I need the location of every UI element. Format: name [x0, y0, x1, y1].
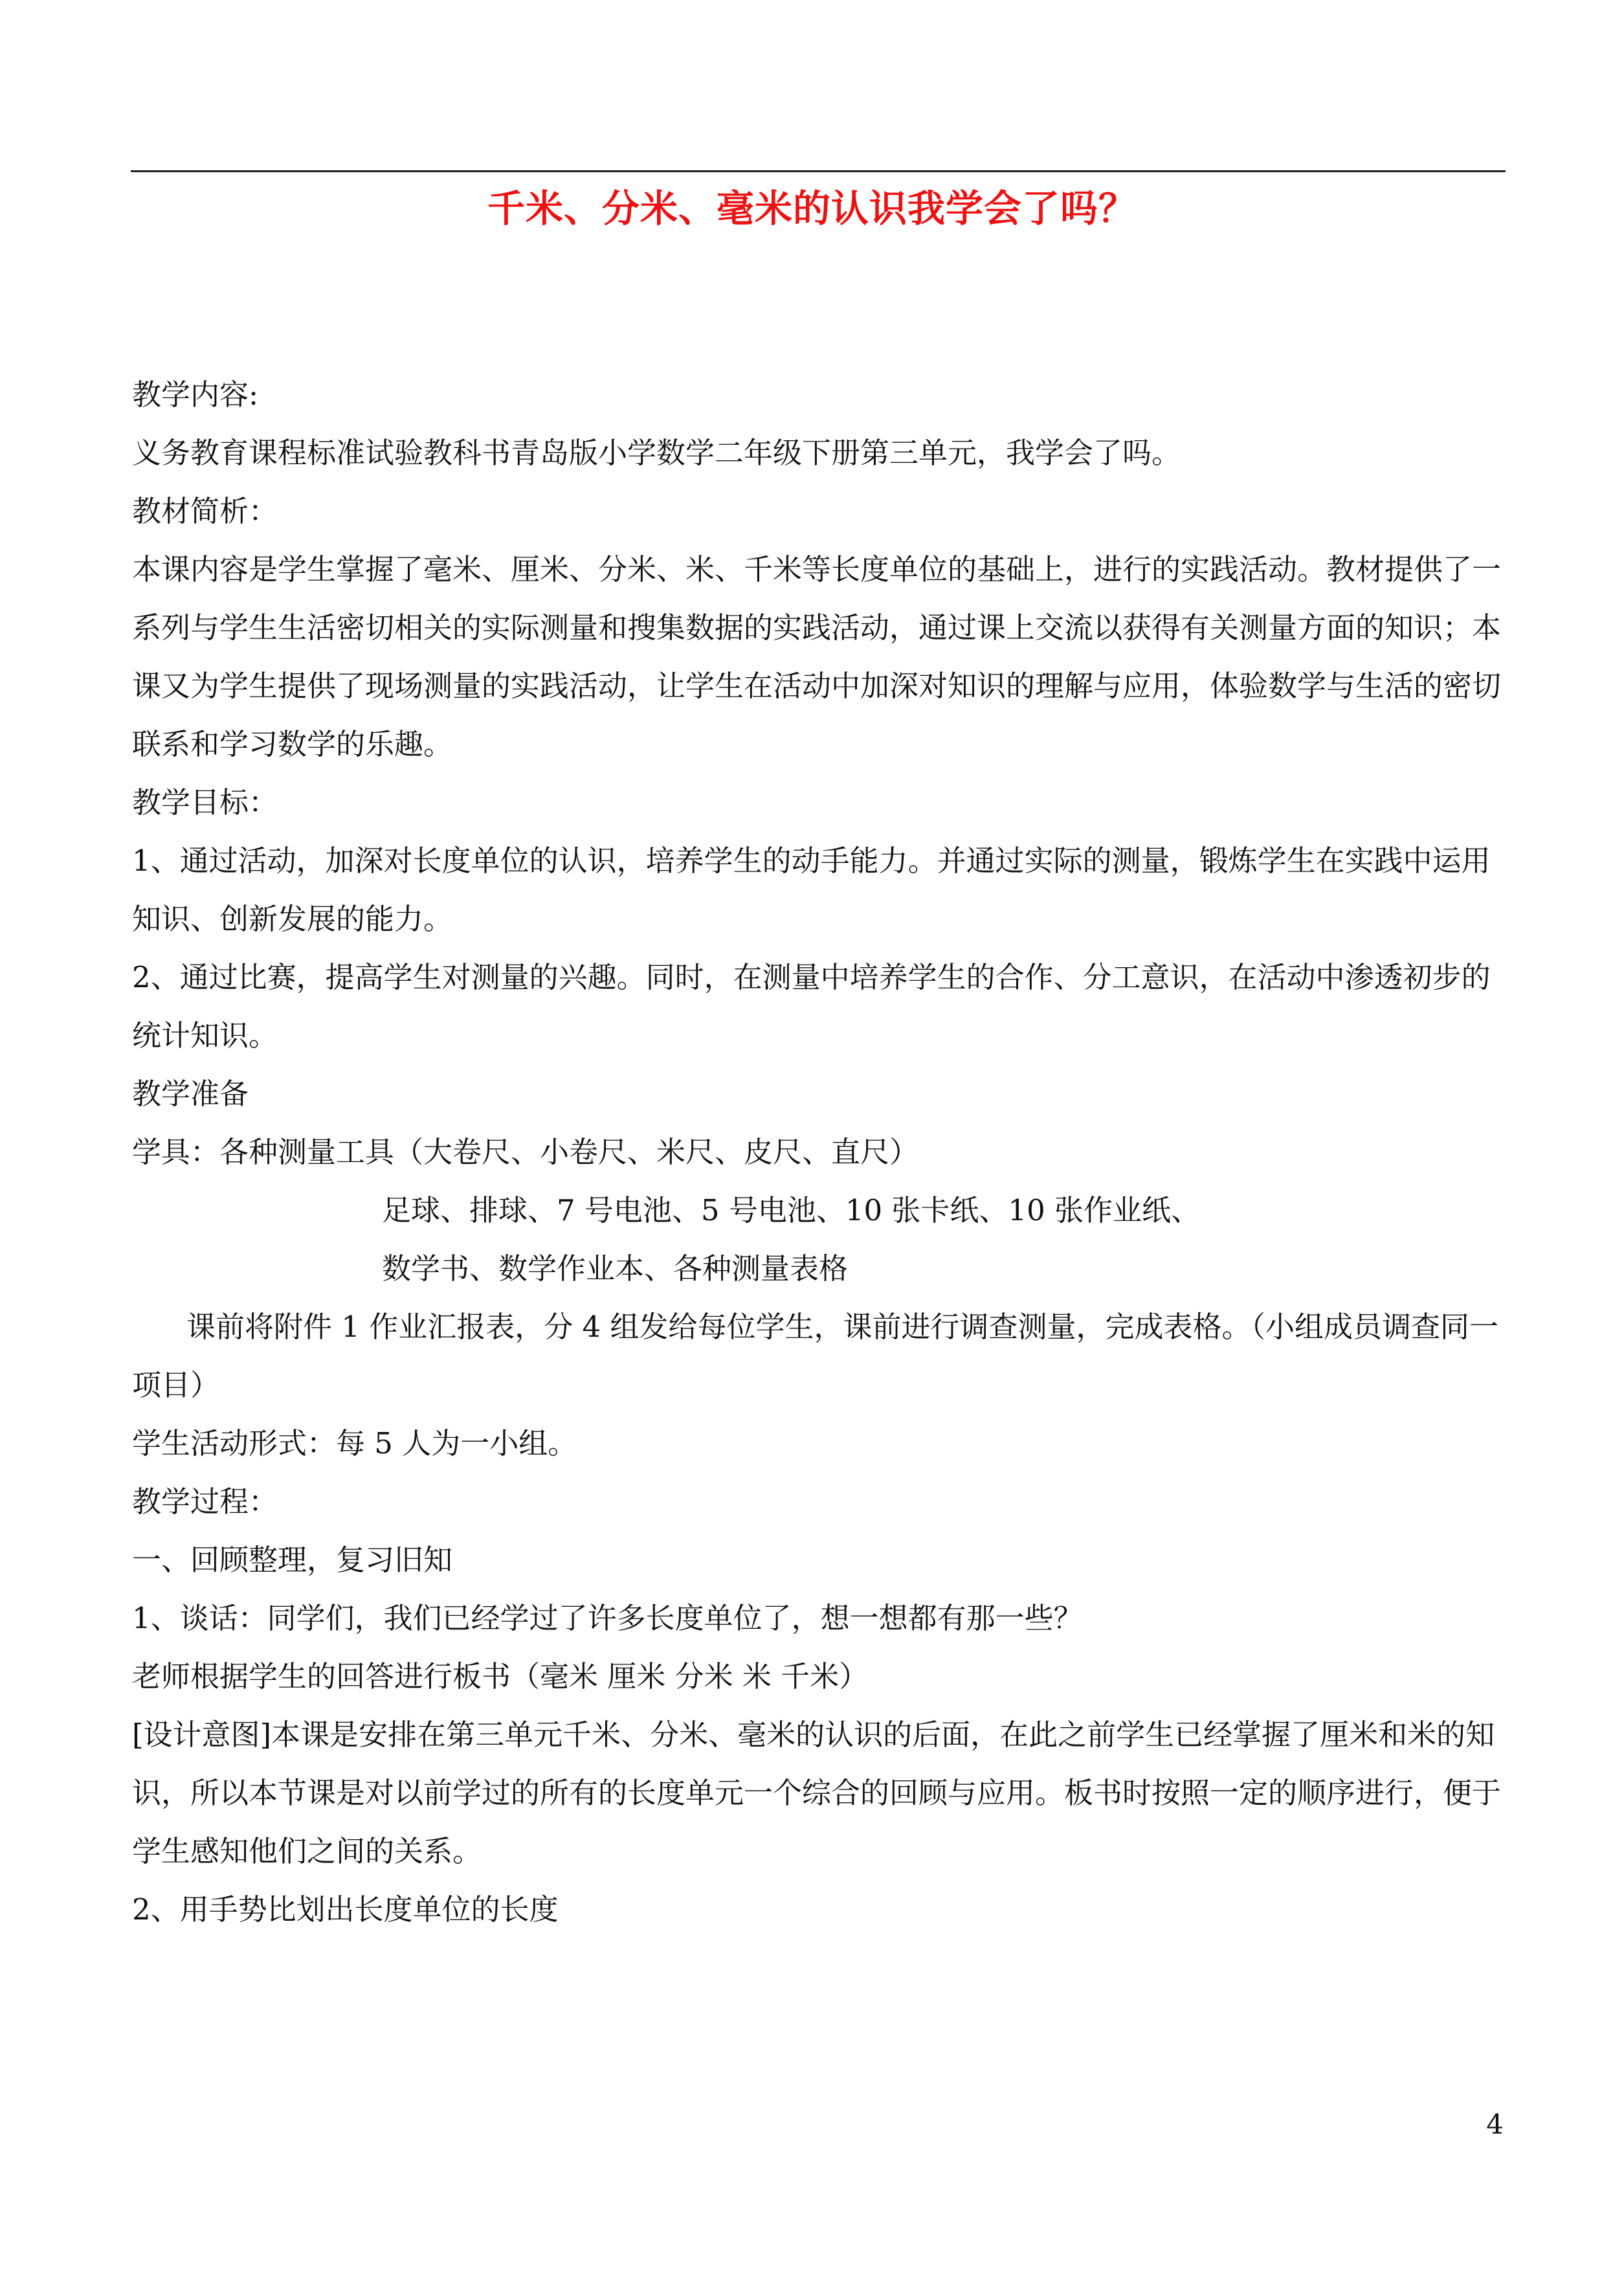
paragraph-tools-continued-2: 数学书、数学作业本、各种测量表格	[382, 1251, 849, 1286]
heading-teaching-process: 教学过程：	[132, 1484, 278, 1519]
heading-material-analysis: 教材简析：	[132, 494, 278, 528]
paragraph-tools: 学具：各种测量工具（大卷尺、小卷尺、米尺、皮尺、直尺）	[132, 1135, 919, 1169]
heading-teaching-preparation: 教学准备	[132, 1077, 249, 1111]
document-title: 千米、分米、毫米的认识我学会了吗？	[487, 186, 1137, 230]
header-rule	[131, 170, 1506, 172]
page-number: 4	[1486, 2108, 1504, 2140]
paragraph-material-analysis: 本课内容是学生掌握了毫米、厘米、分米、米、千米等长度单位的基础上，进行的实践活动。教材提供了一系列与学生生活密切相关的实际测量和搜集数据的实践活动，通过课上交流以获得有关测量方面的知识；本课又为学生提供了现场测量的实践活动，让学生在活动中加深对知识的理解与应用，体验数学与生活的密切联系和学习数学的乐趣。	[132, 552, 1502, 761]
heading-review: 一、回顾整理，复习旧知	[132, 1543, 453, 1577]
heading-teaching-content: 教学内容:	[132, 377, 259, 412]
paragraph-pre-class: 课前将附件 1 作业汇报表，分 4 组发给每位学生，课前进行调查测量，完成表格。（小组成员调查同一项目）	[132, 1310, 1498, 1402]
heading-teaching-goals: 教学目标：	[132, 785, 278, 820]
document-body	[132, 366, 1517, 1939]
paragraph-board-writing: 老师根据学生的回答进行板书（毫米 厘米 分米 米 千米）	[132, 1659, 869, 1694]
paragraph-design-intent: [设计意图]本课是安排在第三单元千米、分米、毫米的认识的后面，在此之前学生已经掌握了厘米和米的知识，所以本节课是对以前学过的所有的长度单元一个综合的回顾与应用。板书时按照一定的顺序进行，便于学生感知他们之间的关系。	[132, 1717, 1502, 1868]
paragraph-step-2: 2、用手势比划出长度单位的长度	[132, 1892, 559, 1927]
paragraph-step-1: 1、谈话：同学们，我们已经学过了许多长度单位了，想一想都有那一些？	[132, 1601, 1083, 1635]
paragraph-teaching-content: 义务教育课程标准试验教科书青岛版小学数学二年级下册第三单元，我学会了吗。	[132, 436, 1181, 470]
paragraph-goal-2: 2、通过比赛，提高学生对测量的兴趣。同时，在测量中培养学生的合作、分工意识，在活动中渗透初步的统计知识。	[132, 960, 1491, 1053]
paragraph-tools-continued-1: 足球、排球、7 号电池、5 号电池、10 张卡纸、10 张作业纸、	[382, 1193, 1201, 1227]
paragraph-goal-1: 1、通过活动，加深对长度单位的认识，培养学生的动手能力。并通过实际的测量，锻炼学生在实践中运用知识、创新发展的能力。	[132, 844, 1491, 936]
paragraph-activity-format: 学生活动形式：每 5 人为一小组。	[132, 1426, 577, 1460]
